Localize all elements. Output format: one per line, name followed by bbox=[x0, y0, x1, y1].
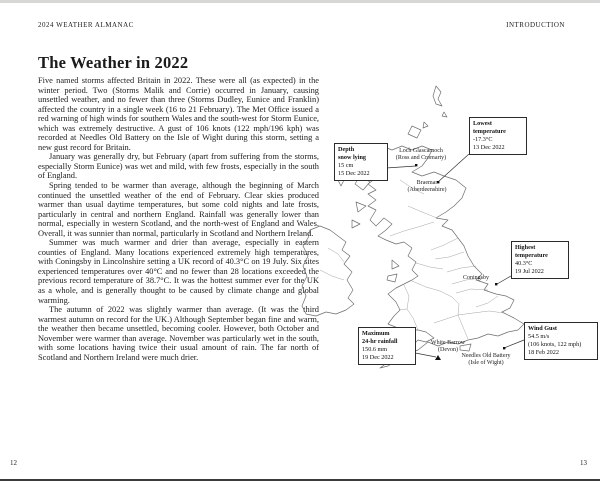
callout-snow-depth bbox=[334, 143, 388, 181]
callout-max-rainfall bbox=[358, 327, 416, 365]
station-dot-marker-loch-glascarnoch bbox=[415, 164, 417, 166]
callout-title: Lowest bbox=[473, 120, 492, 127]
place-subname: (Ross and Cromarty) bbox=[395, 155, 447, 162]
running-header-left: 2024 WEATHER ALMANAC bbox=[38, 21, 134, 29]
station-dot-marker-coningsby bbox=[495, 283, 497, 285]
callout-date: 19 Dec 2022 bbox=[362, 354, 394, 362]
body-paragraph: January was generally dry, but February (apart from suffering from the storms, especially Storm Eunice) was wet and mild, with few frosts, especially in the south of England. bbox=[38, 152, 319, 181]
place-label-braemar bbox=[398, 180, 456, 194]
page-title: The Weather in 2022 bbox=[38, 53, 189, 73]
callout-value: 54.5 m/s bbox=[528, 333, 550, 341]
callout-title: Depth bbox=[338, 146, 355, 153]
callout-title: temperature bbox=[515, 252, 548, 260]
place-label-needles-old-battery bbox=[448, 353, 524, 367]
place-subname: (Aberdeenshire) bbox=[407, 187, 447, 194]
callout-value: -17.3°C bbox=[473, 136, 493, 144]
callout-title: 24-hr rainfall bbox=[362, 338, 398, 346]
place-name: Needles Old Battery bbox=[461, 353, 511, 359]
place-label-coningsby bbox=[456, 275, 496, 282]
page-number-right: 13 bbox=[580, 459, 587, 467]
callout-date: 18 Feb 2022 bbox=[528, 349, 559, 357]
callout-highest-temperature bbox=[511, 241, 569, 279]
callout-value: 15 cm bbox=[338, 162, 354, 170]
callout-date: 19 Jul 2022 bbox=[515, 268, 544, 276]
place-name: Loch Glascarnoch bbox=[399, 148, 443, 154]
station-dot-marker-needles bbox=[503, 347, 505, 349]
callout-wind-gust bbox=[524, 322, 598, 360]
place-label-loch-glascarnoch bbox=[383, 148, 459, 162]
callout-value: 150.6 mm bbox=[362, 346, 388, 354]
callout-detail: (106 knots, 122 mph) bbox=[528, 341, 582, 349]
callout-title: temperature bbox=[473, 128, 506, 136]
place-name: Braemar bbox=[416, 180, 438, 186]
place-name: Coningsby bbox=[462, 275, 489, 281]
callout-lowest-temperature bbox=[469, 117, 527, 155]
body-paragraph: Five named storms affected Britain in 2022. These were all (as expected) in the winter period. Two (Storms Malik and Corrie) occurred in January, causing unsettled weather, and no fewer than three (Storms Dudley, Eunice and Franklin) affected the country in a single week (16 to 21 February). The Met Office issued a red warning of high winds for southern Wales and the south-west for Storm Eunice, which was extremely destructive. A gust of 106 knots (122 mph/196 kph) was recorded at Needles Old Battery on the Isle of Wight during this storm, setting a new gust record for Britain. bbox=[38, 76, 319, 152]
body-paragraph: The autumn of 2022 was slightly warmer than average. (It was the third warmest autumn on record for the UK.) Although September began fine and warm, the weather then became unsettled, becoming cooler. However, both October and November were warmer than average. November was particularly wet in the south, with some locations having twice their usual amount of rain. The far north of Scotland and Northern Ireland were much drier. bbox=[38, 305, 319, 362]
callout-value: 40.3°C bbox=[515, 260, 533, 268]
callout-date: 13 Dec 2022 bbox=[473, 144, 505, 152]
body-text bbox=[38, 76, 319, 362]
station-triangle-marker-white-barrow bbox=[435, 355, 441, 360]
body-paragraph: Summer was much warmer and drier than average, especially in eastern counties of England. Many locations experienced extremely high temperatures, with Coningsby in Lincolnshire setting a UK record of 40.3°C on 19 July. Six sites experienced temperatures over 40°C and no fewer than 28 locations exceeded the previous record temperature of 38.7°C. It was the hottest summer ever for the UK as a whole, and is generally thought to be caused by climate change and global warming. bbox=[38, 238, 319, 305]
place-name: White Barrow bbox=[430, 340, 466, 346]
page-number-left: 12 bbox=[10, 459, 17, 467]
place-subname: (Isle of Wight) bbox=[468, 360, 504, 367]
place-subname: (Devon) bbox=[438, 347, 458, 354]
callout-title: Wind Gust bbox=[528, 325, 557, 332]
callout-title: Highest bbox=[515, 244, 536, 251]
running-header-right: INTRODUCTION bbox=[506, 21, 565, 29]
callout-title: snow lying bbox=[338, 154, 367, 162]
callout-date: 15 Dec 2022 bbox=[338, 170, 370, 178]
callout-title: Maximum bbox=[362, 330, 390, 337]
body-paragraph: Spring tended to be warmer than average, although the beginning of March continued the unsettled weather of the end of February. Clear skies produced warmer than usual daytime temperatures, but some cold nights and late frosts, particularly in central and northern England. Rainfall was generally lower than normal, especially in western Scotland, and the north-west of England and Wales. Overall, it was sunnier than normal, particularly in Scotland and Northern Ireland. bbox=[38, 181, 319, 238]
